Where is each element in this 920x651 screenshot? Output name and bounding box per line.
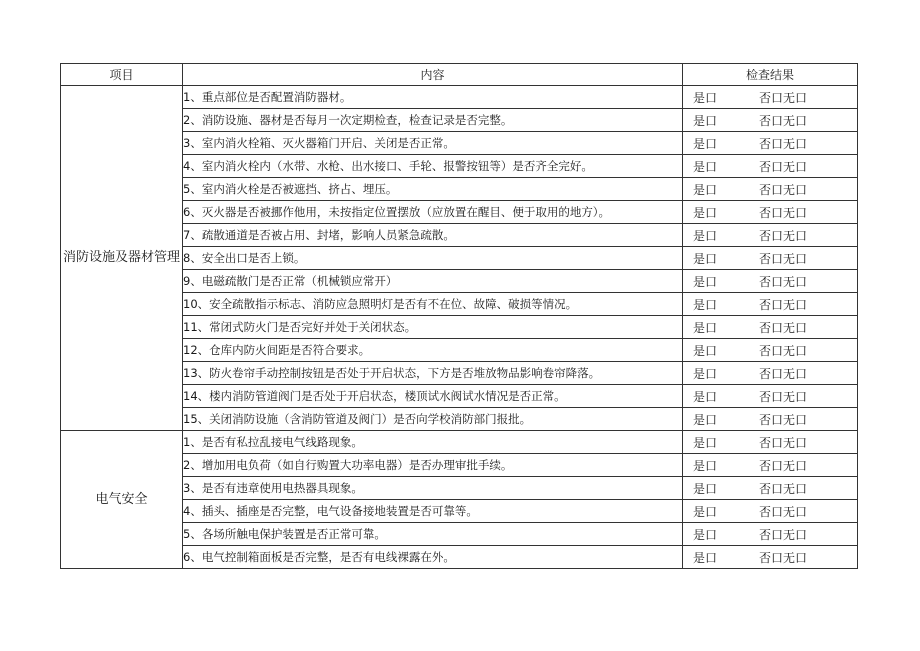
result-no-na-option[interactable]: 否口无口 [759,90,808,105]
result-no-na-option[interactable]: 否口无口 [759,343,808,358]
result-yes-option[interactable]: 是口 [693,251,718,266]
check-item-text: 15、关闭消防设施（含消防管道及阀门）是否向学校消防部门报批。 [183,408,683,431]
result-no-na-option[interactable]: 否口无口 [759,550,808,565]
result-yes-option[interactable]: 是口 [693,320,718,335]
check-result-cell [683,500,858,523]
section-category-label: 电气安全 [95,491,148,507]
check-item-text: 12、仓库内防火间距是否符合要求。 [183,339,683,362]
result-no-na-option[interactable]: 否口无口 [759,481,808,496]
check-result-cell [683,385,858,408]
result-yes-option[interactable]: 是口 [693,228,718,243]
check-result-cell [683,523,858,546]
result-no-na-option[interactable]: 否口无口 [759,366,808,381]
result-no-na-option[interactable]: 否口无口 [759,113,808,128]
table-header-row [61,64,858,86]
result-yes-option[interactable]: 是口 [693,550,718,565]
result-no-na-option[interactable]: 否口无口 [759,504,808,519]
result-no-na-option[interactable]: 否口无口 [759,228,808,243]
check-item-text: 14、楼内消防管道阀门是否处于开启状态，楼顶试水阀试水情况是否正常。 [183,385,683,408]
result-no-na-option[interactable]: 否口无口 [759,435,808,450]
check-result-cell [683,270,858,293]
check-item-text: 4、室内消火栓内（水带、水枪、出水接口、手轮、报警按钮等）是否齐全完好。 [183,155,683,178]
result-yes-option[interactable]: 是口 [693,527,718,542]
check-item-text: 1、重点部位是否配置消防器材。 [183,86,683,109]
check-result-cell [683,132,858,155]
result-no-na-option[interactable]: 否口无口 [759,412,808,427]
check-result-cell [683,224,858,247]
check-result-cell [683,178,858,201]
check-item-text: 1、是否有私拉乱接电气线路现象。 [183,431,683,454]
result-yes-option[interactable]: 是口 [693,389,718,404]
check-item-text: 7、疏散通道是否被占用、封堵，影响人员紧急疏散。 [183,224,683,247]
check-result-cell [683,408,858,431]
check-item-text: 5、室内消火栓是否被遮挡、挤占、埋压。 [183,178,683,201]
result-yes-option[interactable]: 是口 [693,159,718,174]
check-result-cell [683,316,858,339]
result-yes-option[interactable]: 是口 [693,458,718,473]
result-no-na-option[interactable]: 否口无口 [759,320,808,335]
check-result-cell [683,86,858,109]
result-no-na-option[interactable]: 否口无口 [759,182,808,197]
result-no-na-option[interactable]: 否口无口 [759,458,808,473]
check-item-text: 2、增加用电负荷（如自行购置大功率电器）是否办理审批手续。 [183,454,683,477]
check-result-cell [683,339,858,362]
result-yes-option[interactable]: 是口 [693,435,718,450]
check-result-cell [683,247,858,270]
check-item-text: 3、室内消火栓箱、灭火器箱门开启、关闭是否正常。 [183,132,683,155]
result-no-na-option[interactable]: 否口无口 [759,159,808,174]
check-item-text: 5、各场所触电保护装置是否正常可靠。 [183,523,683,546]
result-yes-option[interactable]: 是口 [693,274,718,289]
result-yes-option[interactable]: 是口 [693,205,718,220]
result-no-na-option[interactable]: 否口无口 [759,297,808,312]
check-item-text: 3、是否有违章使用电热器具现象。 [183,477,683,500]
check-result-cell [683,454,858,477]
section-category-label: 消防设施及器材管理 [62,250,180,265]
check-result-cell [683,201,858,224]
result-yes-option[interactable]: 是口 [693,481,718,496]
check-result-cell [683,431,858,454]
result-yes-option[interactable]: 是口 [693,366,718,381]
check-result-cell [683,293,858,316]
result-yes-option[interactable]: 是口 [693,90,718,105]
check-item-text: 6、电气控制箱面板是否完整，是否有电线裸露在外。 [183,546,683,569]
result-yes-option[interactable]: 是口 [693,113,718,128]
check-item-text: 4、插头、插座是否完整，电气设备接地装置是否可靠等。 [183,500,683,523]
result-yes-option[interactable]: 是口 [693,136,718,151]
header-result: 检查结果 [683,64,858,86]
section-category [61,86,183,431]
result-yes-option[interactable]: 是口 [693,504,718,519]
check-result-cell [683,477,858,500]
check-item-text: 8、安全出口是否上锁。 [183,247,683,270]
result-yes-option[interactable]: 是口 [693,412,718,427]
result-yes-option[interactable]: 是口 [693,343,718,358]
table-row [61,86,858,109]
check-item-text: 10、安全疏散指示标志、消防应急照明灯是否有不在位、故障、破损等情况。 [183,293,683,316]
result-no-na-option[interactable]: 否口无口 [759,251,808,266]
result-yes-option[interactable]: 是口 [693,297,718,312]
check-item-text: 13、防火卷帘手动控制按钮是否处于开启状态，下方是否堆放物品影响卷帘降落。 [183,362,683,385]
check-item-text: 9、电磁疏散门是否正常（机械锁应常开） [183,270,683,293]
check-result-cell [683,362,858,385]
table-row [61,431,858,454]
check-item-text: 11、常闭式防火门是否完好并处于关闭状态。 [183,316,683,339]
check-item-text: 2、消防设施、器材是否每月一次定期检查，检查记录是否完整。 [183,109,683,132]
header-content: 内容 [183,64,683,86]
check-result-cell [683,109,858,132]
result-no-na-option[interactable]: 否口无口 [759,274,808,289]
check-item-text: 6、灭火器是否被挪作他用，未按指定位置摆放（应放置在醒目、便于取用的地方）。 [183,201,683,224]
result-no-na-option[interactable]: 否口无口 [759,389,808,404]
result-no-na-option[interactable]: 否口无口 [759,136,808,151]
check-result-cell [683,546,858,569]
table-body [61,86,858,569]
check-result-cell [683,155,858,178]
result-no-na-option[interactable]: 否口无口 [759,527,808,542]
inspection-table [60,63,858,569]
header-item: 项目 [61,64,183,86]
result-yes-option[interactable]: 是口 [693,182,718,197]
result-no-na-option[interactable]: 否口无口 [759,205,808,220]
section-category [61,431,183,569]
